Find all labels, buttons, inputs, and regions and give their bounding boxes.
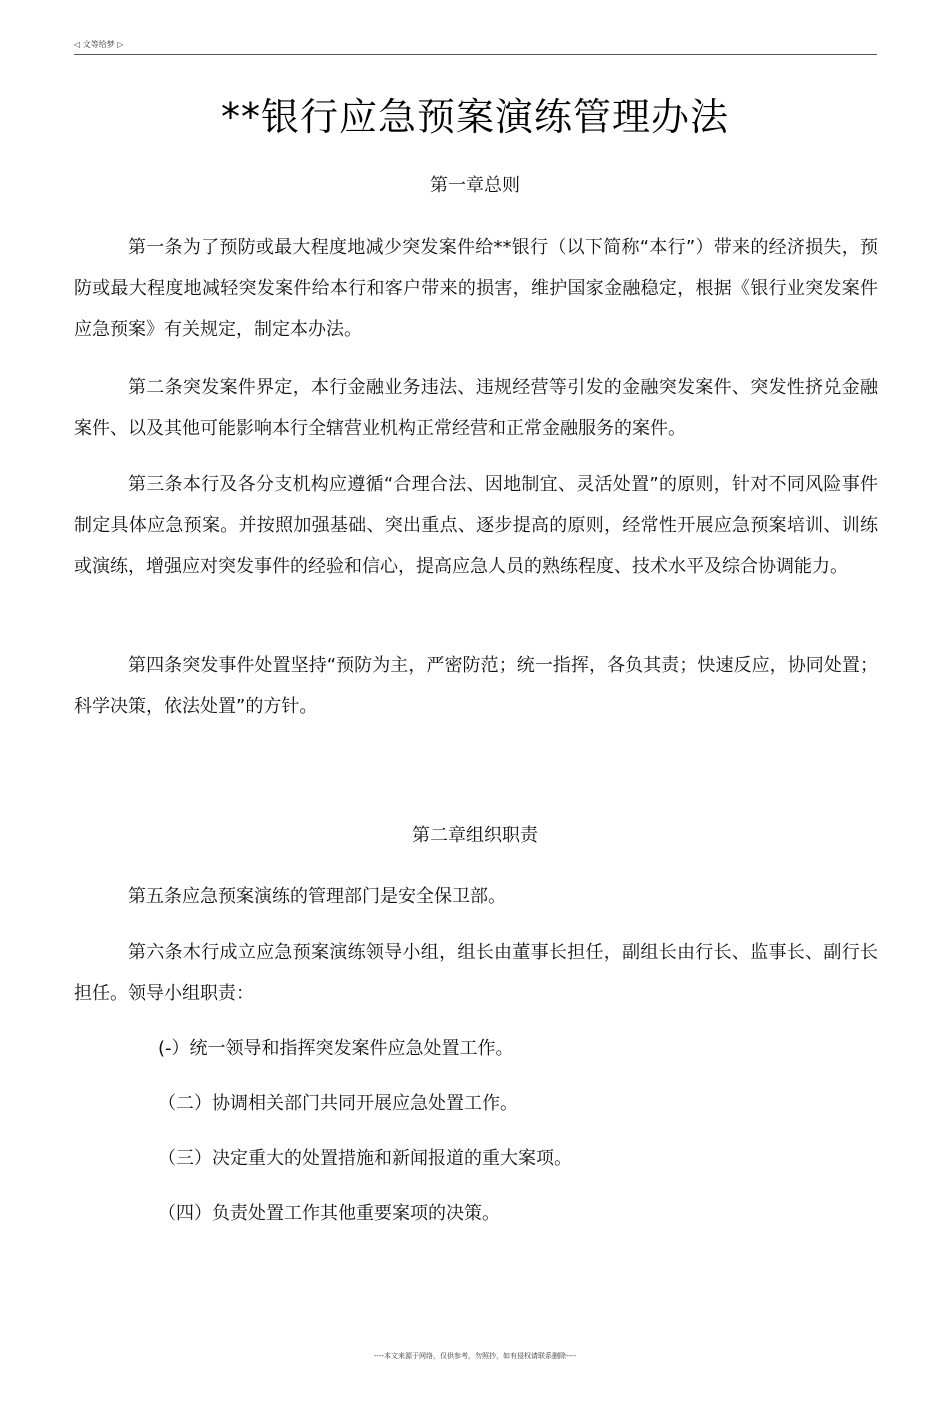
chapter-2-heading: 第二章组织职责 (412, 825, 538, 846)
duty-item-3: （三）决定重大的处置措施和新闻报道的重大案项。 (158, 1148, 572, 1169)
article-2-paragraph: 第二条突发案件界定，本行金融业务违法、违规经营等引发的金融突发案件、突发性挤兑金融案件、以及其他可能影响本行全辖营业机构正常经营和正常金融服务的案件。 (74, 377, 878, 439)
header-label: 文等给梦 (82, 40, 115, 49)
chapter-1-heading: 第一章总则 (430, 175, 520, 196)
page-footer-disclaimer: ----本文来源于网络，仅供参考，勿照抄，如有侵权请联系删除---- (373, 1352, 577, 1360)
header-text-line (74, 40, 123, 50)
duty-item-2: （二）协调相关部门共同开展应急处置工作。 (158, 1093, 518, 1114)
article-6-paragraph: 第六条木行成立应急预案演练领导小组，组长由董事长担任，副组长由行长、监事长、副行长担任。领导小组职责： (74, 942, 878, 1004)
page-header (74, 40, 877, 55)
duty-item-1: (-）统一领导和指挥突发案件应急处置工作。 (158, 1038, 514, 1059)
right-triangle-icon: ▷ (117, 40, 124, 49)
duty-item-4: （四）负责处置工作其他重要案项的决策。 (158, 1203, 500, 1224)
article-5-paragraph: 第五条应急预案演练的管理部门是安全保卫部。 (128, 886, 506, 907)
left-triangle-icon: ◁ (74, 40, 81, 49)
document-title: **银行应急预案演练管理办法 (220, 95, 729, 139)
article-3-paragraph: 第三条本行及各分支机构应遵循“合理合法、因地制宜、灵活处置”的原则，针对不同风险事件制定具体应急预案。并按照加强基础、突出重点、逐步提高的原则，经常性开展应急预案培训、训练或演练，增强应对突发事件的经验和信心，提高应急人员的熟练程度、技术水平及综合协调能力。 (74, 474, 878, 577)
article-1-paragraph: 第一条为了预防或最大程度地减少突发案件给**银行（以下简称“本行”）带来的经济损失，预防或最大程度地减轻突发案件给本行和客户带来的损害，维护国家金融稳定，根据《银行业突发案件应急预案》有关规定，制定本办法。 (74, 237, 878, 340)
article-4-paragraph: 第四条突发事件处置坚持“预防为主，严密防范；统一指挥，各负其责；快速反应，协同处置；科学决策，依法处置”的方针。 (74, 655, 878, 717)
